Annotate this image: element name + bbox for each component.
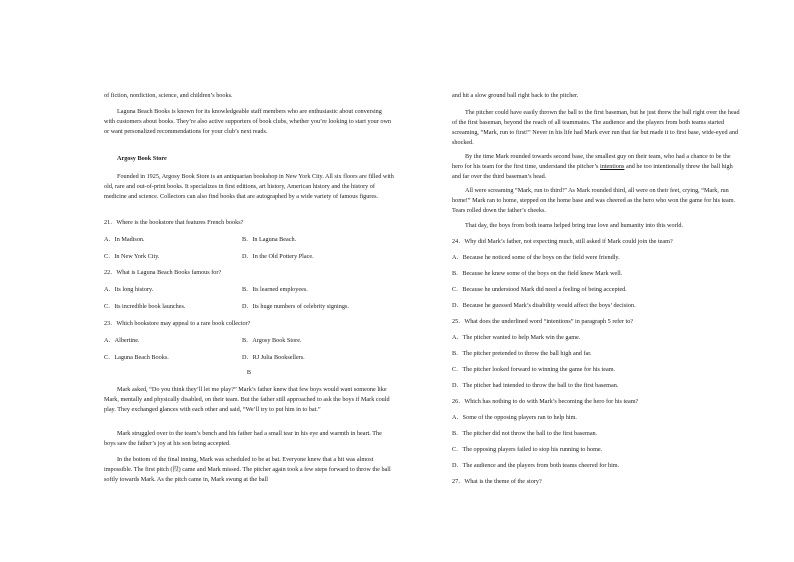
- argosy-paragraph: Founded in 1925, Argosy Book Store is an antiquarian bookshop in New York City. All six floors are filled with old, rare and out-of-print books. It specializes in first editions, art history, American history and the history of medicine and science. Collectors can also find books that are autographed by a wide variety of famous figures.: [104, 173, 394, 200]
- q25-option-c: C．The pitcher looked forward to winning the game for his team.: [452, 366, 616, 373]
- q25-option-d: D．The pitcher had intended to throw the ball to the first baseman.: [452, 382, 619, 389]
- story-paragraph-8: That day, the boys from both teams helped bring true love and humanity into this world.: [465, 222, 684, 229]
- q22-option-b: B．Its learned employees.: [242, 286, 308, 293]
- story-paragraph-6: [452, 152, 742, 182]
- q26-option-c: C．The opposing players failed to stop his running to home.: [452, 446, 603, 453]
- q21-option-b: B．In Laguna Beach.: [242, 236, 297, 243]
- story-paragraph-1: Mark asked, “Do you think they’ll let me play?” Mark’s father knew that few boys would want someone like Mark, mentally and physically disabled, on their team. But the father still approached to ask the boys if Mark could play. They exchanged glances with each other and said, “We’ll try to put him in to bat.”: [104, 386, 390, 413]
- question-25: 25．What does the underlined word “intentions” in paragraph 5 refer to?: [452, 318, 634, 325]
- question-23: 23．Which bookstore may appeal to a rare book collector?: [104, 320, 251, 327]
- q21-option-d: D．In the Old Pottery Place.: [242, 253, 314, 260]
- argosy-heading: Argosy Book Store: [117, 155, 167, 162]
- story-paragraph-6-start: By the time Mark rounded towards second base, the smallest guy on their team, who had a chance to be the hero for his team for the first time, understand the pitcher’s: [452, 153, 731, 170]
- question-27: 27．What is the theme of the story?: [452, 478, 542, 485]
- question-24: 24．Why did Mark’s father, not expecting much, still asked if Mark could join the team?: [452, 238, 673, 245]
- q22-option-a: A．Its long history.: [104, 286, 154, 293]
- question-26: 26．Which has nothing to do with Mark’s becoming the hero for his team?: [452, 398, 639, 405]
- story-paragraph-4: and hit a slow ground ball right back to the pitcher.: [452, 92, 579, 99]
- q23-option-a: A．Albertine.: [104, 337, 140, 344]
- q26-option-a: A．Some of the opposing players ran to help him.: [452, 414, 577, 421]
- question-22: 22．What is Laguna Beach Books famous for?: [104, 269, 222, 276]
- q22-option-d: D．Its huge numbers of celebrity signings.: [242, 303, 349, 310]
- intro-paragraph-end: of fiction, nonfiction, science, and children’s books.: [104, 92, 233, 99]
- q24-option-d: D．Because he guessed Mark’s disability would affect the boys’ decision.: [452, 302, 636, 309]
- q21-option-c: C．In New York City.: [104, 253, 160, 260]
- q21-option-a: A．In Madison.: [104, 236, 145, 243]
- q23-option-b: B．Argosy Book Store.: [242, 337, 302, 344]
- q26-option-d: D．The audience and the players from both teams cheered for him.: [452, 462, 620, 469]
- story-paragraph-3: In the bottom of the final inning, Mark was scheduled to be at bat. Everyone knew that a hit was almost impossible. The first pitch (投) came and Mark missed. The pitcher again took a few steps forward to throw the ball softly towards Mark. As the pitch came in, Mark swung at the ball: [104, 456, 391, 483]
- q24-option-c: C．Because he understood Mark did need a feeling of being accepted.: [452, 286, 627, 293]
- q25-option-b: B．The pitcher pretended to throw the ball high and far.: [452, 350, 592, 357]
- q23-option-c: C．Laguna Beach Books.: [104, 354, 169, 361]
- question-21: 21．Where is the bookstore that features French books?: [104, 219, 244, 226]
- q23-option-d: D．RJ Julia Booksellers.: [242, 354, 305, 361]
- q24-option-a: A．Because he noticed some of the boys on the field were friendly.: [452, 254, 620, 261]
- underlined-word-intentions: intentions: [600, 163, 625, 170]
- section-b-label: B: [246, 369, 252, 376]
- q24-option-b: B．Because he knew some of the boys on the field knew Mark well.: [452, 270, 623, 277]
- q25-option-a: A．The pitcher wanted to help Mark win the game.: [452, 334, 581, 341]
- laguna-paragraph: Laguna Beach Books is known for its knowledgeable staff members who are enthusiastic about conversing with customers about books. They’re also active supporters of book clubs, whether you’re looking to start your own or want personalized recommendations for your club’s next reads.: [104, 108, 392, 135]
- q26-option-b: B．The pitcher did not throw the ball to the first baseman.: [452, 430, 598, 437]
- story-paragraph-7: All were screaming “Mark, run to third!” As Mark rounded third, all were on their feet, crying, “Mark, run home!” Mark ran to home, stepped on the home base and was cheered as the hero who won the game for his team. Tears rolled down the father’s cheeks.: [452, 187, 736, 214]
- story-paragraph-6-end: and he too intentionally threw the ball high and far over the third baseman’s head.: [452, 163, 733, 180]
- q22-option-c: C．Its incredible book launches.: [104, 303, 186, 310]
- story-paragraph-2: Mark struggled over to the team’s bench and his father had a small tear in his eye and warmth in heart. The boys saw the father’s joy at his son being accepted.: [104, 430, 382, 447]
- story-paragraph-5: The pitcher could have easily thrown the ball to the first baseman, but he just threw the ball right over the head of the first baseman, beyond the reach of all teammates. The audience and the players from both teams started screaming, “Mark, run to first!” Never in his life had Mark ever run that far but made it to first base, wide-eyed and shocked.: [452, 109, 740, 146]
